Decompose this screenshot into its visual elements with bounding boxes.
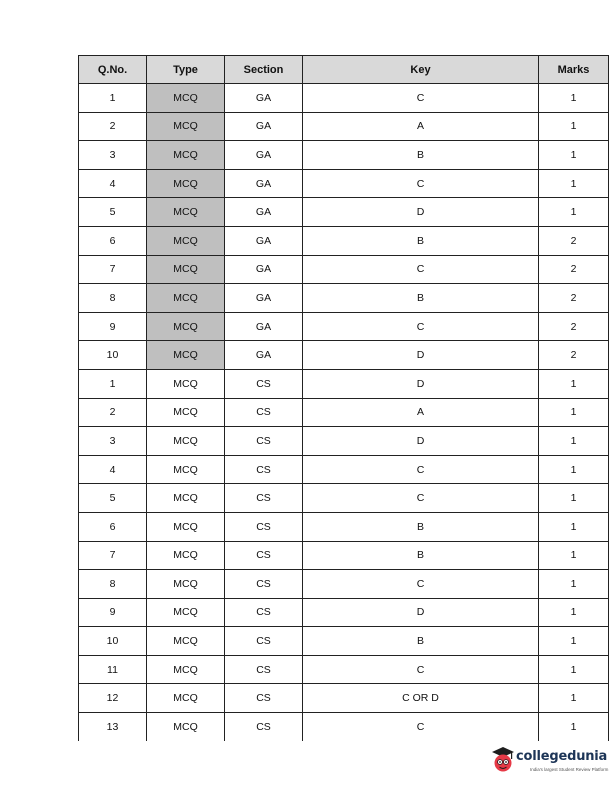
cell-marks: 2 <box>539 341 609 370</box>
cell-key: A <box>303 112 539 141</box>
cell-key: C <box>303 255 539 284</box>
table-row <box>79 284 609 313</box>
cell-key: B <box>303 627 539 656</box>
cell-qno: 1 <box>79 369 147 398</box>
answer-key-table <box>78 55 609 741</box>
cell-section: GA <box>225 341 303 370</box>
cell-marks: 1 <box>539 484 609 513</box>
cell-section: CS <box>225 484 303 513</box>
cell-key: D <box>303 198 539 227</box>
cell-section: CS <box>225 427 303 456</box>
cell-type: MCQ <box>147 427 225 456</box>
table-row <box>79 112 609 141</box>
cell-type: MCQ <box>147 284 225 313</box>
cell-section: GA <box>225 169 303 198</box>
cell-marks: 1 <box>539 169 609 198</box>
cell-marks: 1 <box>539 598 609 627</box>
logo-text: collegedunia <box>516 749 608 764</box>
table-row <box>79 598 609 627</box>
cell-qno: 4 <box>79 169 147 198</box>
cell-marks: 1 <box>539 570 609 599</box>
cell-qno: 10 <box>79 627 147 656</box>
table-row <box>79 84 609 113</box>
table-header-row <box>79 56 609 84</box>
cell-section: CS <box>225 713 303 741</box>
table-row <box>79 684 609 713</box>
cell-marks: 1 <box>539 112 609 141</box>
cell-key: D <box>303 598 539 627</box>
cell-type: MCQ <box>147 541 225 570</box>
cell-type: MCQ <box>147 655 225 684</box>
cell-type: MCQ <box>147 169 225 198</box>
cell-section: CS <box>225 369 303 398</box>
cell-marks: 2 <box>539 255 609 284</box>
cell-key: C <box>303 312 539 341</box>
table-row <box>79 484 609 513</box>
table-row <box>79 541 609 570</box>
cell-qno: 6 <box>79 226 147 255</box>
cell-section: CS <box>225 541 303 570</box>
table-row <box>79 627 609 656</box>
cell-section: GA <box>225 226 303 255</box>
header-type: Type <box>147 56 225 84</box>
cell-qno: 8 <box>79 284 147 313</box>
cell-qno: 9 <box>79 312 147 341</box>
cell-type: MCQ <box>147 198 225 227</box>
cell-section: CS <box>225 627 303 656</box>
cell-type: MCQ <box>147 484 225 513</box>
cell-qno: 1 <box>79 84 147 113</box>
cell-key: B <box>303 284 539 313</box>
table-row <box>79 455 609 484</box>
cell-section: CS <box>225 684 303 713</box>
cell-qno: 3 <box>79 427 147 456</box>
cell-section: CS <box>225 455 303 484</box>
cell-marks: 1 <box>539 141 609 170</box>
logo-tagline: India's largest Student Review Platform <box>530 767 609 772</box>
cell-qno: 10 <box>79 341 147 370</box>
table-row <box>79 713 609 741</box>
table-row <box>79 570 609 599</box>
cell-section: GA <box>225 255 303 284</box>
cell-qno: 9 <box>79 598 147 627</box>
cell-marks: 1 <box>539 655 609 684</box>
cell-key: C <box>303 484 539 513</box>
cell-type: MCQ <box>147 141 225 170</box>
cell-type: MCQ <box>147 112 225 141</box>
cell-section: CS <box>225 655 303 684</box>
header-section: Section <box>225 56 303 84</box>
table-row <box>79 226 609 255</box>
table-row <box>79 341 609 370</box>
cell-type: MCQ <box>147 512 225 541</box>
table-row <box>79 512 609 541</box>
cell-marks: 1 <box>539 455 609 484</box>
cell-key: B <box>303 226 539 255</box>
cell-type: MCQ <box>147 684 225 713</box>
cell-key: B <box>303 512 539 541</box>
cell-marks: 1 <box>539 713 609 741</box>
cell-section: GA <box>225 112 303 141</box>
cell-key: C OR D <box>303 684 539 713</box>
cell-key: A <box>303 398 539 427</box>
cell-key: C <box>303 570 539 599</box>
table-row <box>79 427 609 456</box>
cell-key: C <box>303 169 539 198</box>
cell-type: MCQ <box>147 341 225 370</box>
cell-qno: 13 <box>79 713 147 741</box>
cell-marks: 1 <box>539 684 609 713</box>
cell-qno: 5 <box>79 484 147 513</box>
cell-type: MCQ <box>147 627 225 656</box>
table-row <box>79 255 609 284</box>
table-row <box>79 141 609 170</box>
table-row <box>79 655 609 684</box>
cell-key: B <box>303 141 539 170</box>
cell-marks: 2 <box>539 284 609 313</box>
cell-section: GA <box>225 284 303 313</box>
cell-type: MCQ <box>147 570 225 599</box>
header-key: Key <box>303 56 539 84</box>
cell-section: GA <box>225 198 303 227</box>
cell-key: D <box>303 341 539 370</box>
header-qno: Q.No. <box>79 56 147 84</box>
cell-qno: 7 <box>79 541 147 570</box>
cell-marks: 1 <box>539 627 609 656</box>
graduate-mascot-icon <box>490 745 516 775</box>
cell-qno: 2 <box>79 398 147 427</box>
cell-key: C <box>303 655 539 684</box>
cell-qno: 11 <box>79 655 147 684</box>
cell-key: C <box>303 84 539 113</box>
cell-type: MCQ <box>147 84 225 113</box>
cell-key: D <box>303 369 539 398</box>
cell-section: CS <box>225 570 303 599</box>
cell-marks: 1 <box>539 541 609 570</box>
table-row <box>79 398 609 427</box>
table-row <box>79 169 609 198</box>
table-row <box>79 312 609 341</box>
cell-qno: 3 <box>79 141 147 170</box>
cell-qno: 6 <box>79 512 147 541</box>
cell-marks: 2 <box>539 312 609 341</box>
cell-marks: 1 <box>539 198 609 227</box>
cell-section: CS <box>225 598 303 627</box>
cell-type: MCQ <box>147 598 225 627</box>
cell-qno: 7 <box>79 255 147 284</box>
cell-key: B <box>303 541 539 570</box>
collegedunia-logo <box>490 745 608 779</box>
cell-qno: 8 <box>79 570 147 599</box>
cell-marks: 1 <box>539 84 609 113</box>
cell-marks: 1 <box>539 398 609 427</box>
cell-marks: 2 <box>539 226 609 255</box>
cell-type: MCQ <box>147 312 225 341</box>
cell-type: MCQ <box>147 369 225 398</box>
cell-section: CS <box>225 398 303 427</box>
cell-type: MCQ <box>147 713 225 741</box>
cell-type: MCQ <box>147 255 225 284</box>
header-marks: Marks <box>539 56 609 84</box>
cell-marks: 1 <box>539 369 609 398</box>
table-row <box>79 198 609 227</box>
cell-type: MCQ <box>147 455 225 484</box>
cell-qno: 12 <box>79 684 147 713</box>
cell-marks: 1 <box>539 427 609 456</box>
cell-qno: 5 <box>79 198 147 227</box>
cell-marks: 1 <box>539 512 609 541</box>
cell-key: C <box>303 713 539 741</box>
cell-qno: 4 <box>79 455 147 484</box>
cell-section: GA <box>225 84 303 113</box>
cell-type: MCQ <box>147 398 225 427</box>
cell-qno: 2 <box>79 112 147 141</box>
cell-key: C <box>303 455 539 484</box>
cell-type: MCQ <box>147 226 225 255</box>
cell-section: GA <box>225 312 303 341</box>
cell-section: GA <box>225 141 303 170</box>
table-row <box>79 369 609 398</box>
cell-key: D <box>303 427 539 456</box>
cell-section: CS <box>225 512 303 541</box>
